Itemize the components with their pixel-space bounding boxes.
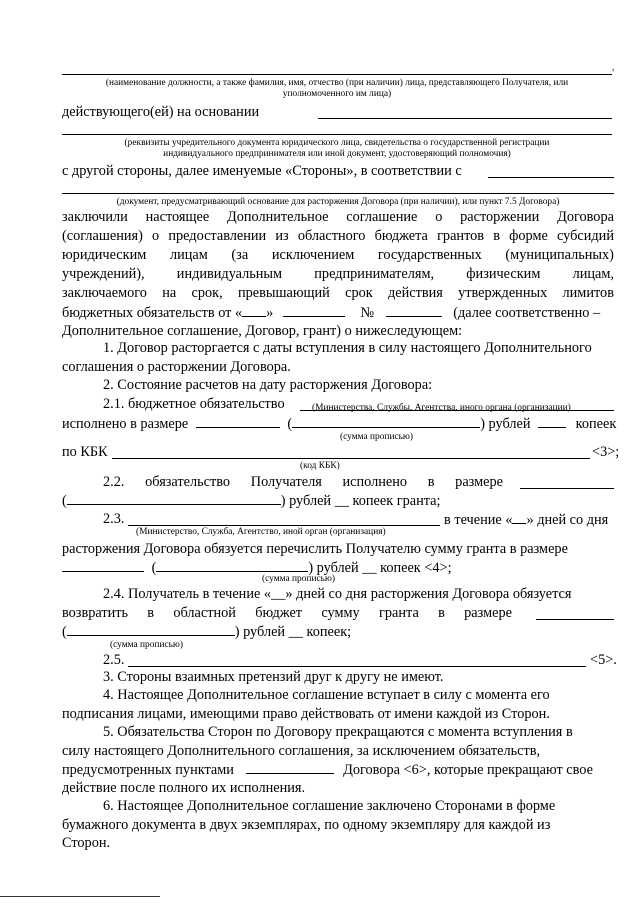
point-2-4-word: в: [147, 605, 155, 621]
preamble-line-3: [62, 247, 614, 264]
open-paren: (: [62, 493, 67, 509]
preamble-word: областного: [297, 228, 366, 244]
point-2-2-amount-line: [520, 488, 614, 489]
credentials-line: [62, 134, 612, 135]
return-words-blank: [67, 623, 235, 636]
preamble-word: срок,: [191, 285, 223, 301]
preamble-word: действия: [387, 285, 443, 301]
point-5-line-3: [62, 761, 593, 779]
point-2-2-line-1: [103, 474, 503, 491]
point-5-provided: предусмотренных пунктами: [62, 762, 234, 778]
other-side-text: с другой стороны, далее именуемые «Стороны», в соответствии с: [62, 163, 462, 179]
preamble-date-close: »: [266, 305, 274, 321]
point-2-4-line-3: [62, 623, 351, 641]
point-2-3-sum-note: (сумма прописью): [262, 574, 336, 584]
point-2-2-word: размере: [455, 474, 503, 490]
transfer-amount-blank: [62, 559, 144, 572]
preamble-word: лицам: [169, 247, 208, 263]
open-paren: (: [151, 560, 157, 576]
point-2-2-word: исполнено: [342, 474, 408, 490]
point-2-1-note: (Министерства, Службы, Агентства, иного органа (организации): [312, 403, 571, 413]
point-5-line-2: силу настоящего Дополнительного соглашения, за исключением обязательств,: [62, 743, 541, 759]
point-2-4-word: размере: [464, 605, 512, 621]
point-2-3-tail: [444, 511, 608, 529]
point-2-4-amount-line: [536, 619, 614, 620]
preamble-word: о: [152, 228, 160, 244]
credentials-note: [62, 138, 612, 160]
point-4-line-1: 4. Настоящее Дополнительное соглашение вступает в силу с момента его: [103, 687, 550, 703]
preamble-word: предоставлении: [168, 228, 267, 244]
preamble-word: Дополнительное: [226, 209, 329, 225]
point-4-line-2: подписания лицами, имеющими право действовать от имени каждой из Сторон.: [62, 706, 550, 722]
preamble-word: лимитов: [562, 285, 614, 301]
point-2-2-word: Получателя: [250, 474, 322, 490]
preamble-line-2: [62, 228, 614, 245]
transfer-words-blank: [156, 559, 308, 572]
preamble-word: о: [435, 209, 443, 225]
basis-doc-line-1: [488, 177, 614, 178]
preamble-word: соглашение: [346, 209, 418, 225]
kopeks-blank: [538, 415, 566, 428]
days-blank: [512, 511, 526, 524]
point-5-tail: Договора <6>, которые прекращают свое: [343, 762, 593, 778]
preamble-word: заключили: [62, 209, 128, 225]
kopeks-label: копеек: [575, 416, 617, 432]
preamble-word: (соглашения): [62, 228, 143, 244]
preamble-word: (муниципальных): [505, 247, 614, 263]
point-2-5-line: [128, 666, 586, 667]
preamble-word: утвержденных: [458, 285, 548, 301]
basis-doc-line-2: [62, 193, 614, 194]
point-2-3-rubles: ) рублей __ копеек <4>;: [308, 560, 452, 576]
preamble-word: расторжении: [460, 209, 540, 225]
month-blank: [283, 304, 345, 317]
point-2-4-word: в: [438, 605, 445, 621]
point-2-5-ref: <5>.: [590, 652, 617, 668]
preamble-word: превышающий: [237, 285, 330, 301]
point-2-3-line-3: [62, 559, 452, 577]
preamble-word: Договора: [557, 209, 614, 225]
preamble-word: заключаемого: [62, 285, 147, 301]
point-2-3-line-2: расторжения Договора обязуется перечислить Получателю сумму гранта в размере: [62, 541, 568, 557]
point-2-title: 2. Состояние расчетов на дату расторжения Договора:: [103, 377, 433, 393]
point-2-1-sum-note: (сумма прописью): [340, 432, 414, 442]
point-5-line-4: действие после полного их исполнения.: [62, 780, 306, 796]
preamble-word: настоящее: [145, 209, 210, 225]
preamble-word: из: [275, 228, 289, 244]
point-2-3-within: в течение «: [444, 512, 513, 528]
executed-label: исполнено в размере: [62, 416, 189, 432]
acting-basis-label: действующего(ей) на основании: [62, 104, 260, 120]
preamble-number-sign: №: [360, 305, 375, 321]
preamble-line-4: [62, 266, 614, 283]
point-6-line-1: 6. Настоящее Дополнительное соглашение заключено Сторонами в форме: [103, 798, 556, 814]
point-2-2-rubles: ) рублей __ копеек гранта;: [280, 493, 441, 509]
point-2-1-label: 2.1. бюджетное обязательство: [103, 396, 285, 412]
point-6-line-2: бумажного документа в двух экземплярах, по одному экземпляру для каждой из: [62, 817, 551, 833]
point-2-4-word: бюджет: [255, 605, 303, 621]
footnote-separator: [0, 896, 160, 897]
point-2-3-note: (Министерство, Служба, Агентство, иной орган (организация): [136, 527, 386, 537]
kbk-label: по КБК: [62, 444, 108, 460]
preamble-line-5: [62, 285, 614, 302]
preamble-word: исключением: [271, 247, 355, 263]
number-blank: [386, 304, 442, 317]
preamble-word: срок: [345, 285, 373, 301]
point-2-4-sum-note: (сумма прописью): [110, 640, 184, 650]
acting-basis-line: [318, 118, 612, 119]
preamble-respectively: (далее соответственно –: [453, 305, 601, 321]
grant-words-blank: [67, 492, 281, 505]
point-2-3-line: [128, 525, 440, 526]
basis-doc-note: (документ, предусматривающий основание для расторжения Договора (при наличии), или пункт 7.5 Договора): [116, 197, 560, 207]
point-2-4-word: гранта: [379, 605, 419, 621]
point-2-2-word: в: [427, 474, 435, 490]
point-2-1-executed-line: [62, 415, 616, 433]
point-2-4-line-1: 2.4. Получатель в течение «__» дней со дня расторжения Договора обязуется: [103, 586, 572, 602]
kbk-line: [112, 458, 590, 459]
preamble-line-6: [62, 304, 600, 322]
preamble-word: субсидий: [557, 228, 614, 244]
preamble-word: грантов: [437, 228, 485, 244]
preamble-line-1: [62, 209, 614, 226]
point-3: 3. Стороны взаимных претензий друг к другу не имеют.: [103, 669, 444, 685]
preamble-word: бюджета: [374, 228, 428, 244]
preamble-word: юридическим: [62, 247, 147, 263]
point-2-4-rubles: ) рублей __ копеек;: [234, 624, 352, 640]
preamble-word: государственных: [377, 247, 482, 263]
signatory-note: [62, 78, 612, 100]
point-2-2-word: обязательство: [145, 474, 231, 490]
point-1-line-1: 1. Договор расторгается с даты вступления в силу настоящего Дополнительного: [103, 340, 592, 356]
point-2-4-word: сумму: [321, 605, 360, 621]
preamble-word: физическим: [466, 266, 541, 282]
signatory-name-line: [62, 74, 612, 75]
preamble-word: в: [493, 228, 500, 244]
point-2-5-label: 2.5.: [103, 652, 125, 668]
signatory-note-line-1: (наименование должности, а также фамилия, имя, отчество (при наличии) лица, представляющего Получателя, или: [105, 78, 569, 88]
amount-blank: [196, 415, 280, 428]
preamble-word: (за: [231, 247, 249, 263]
credentials-note-line-2: индивидуального предпринимателя или иной документ, удостоверяющий полномочия): [163, 149, 511, 159]
kbk-note: (код КБК): [300, 461, 340, 471]
day-blank: [242, 304, 266, 317]
point-2-3-days: » дней со дня: [526, 512, 609, 528]
point-2-2-word: 2.2.: [103, 474, 125, 490]
open-paren: (: [62, 624, 67, 640]
signatory-note-line-2: уполномоченного им лица): [282, 89, 392, 99]
point-2-4-word: возвратить: [62, 605, 128, 621]
preamble-date-label: бюджетных обязательств от «: [62, 305, 243, 321]
preamble-word: предпринимателям,: [314, 266, 435, 282]
point-5-line-1: 5. Обязательства Сторон по Договору прекращаются с момента вступления в: [103, 724, 573, 740]
point-2-4-line-2: [62, 605, 512, 622]
point-2-2-line-2: [62, 492, 441, 510]
preamble-line-7: Дополнительное соглашение, Договор, грант) о нижеследующем:: [62, 323, 463, 339]
point-2-4-word: областной: [173, 605, 236, 621]
signatory-tick: ,: [612, 63, 615, 73]
preamble-word: форме: [509, 228, 548, 244]
preamble-word: индивидуальным: [176, 266, 283, 282]
amount-words-blank: [292, 415, 480, 428]
point-6-line-3: Сторон.: [62, 835, 111, 851]
point-2-3-label: 2.3.: [103, 511, 125, 527]
clauses-blank: [246, 761, 334, 774]
credentials-note-line-1: (реквизиты учредительного документа юридического лица, свидетельства о государственной регистрации: [124, 138, 550, 148]
preamble-word: учреждений),: [62, 266, 145, 282]
point-1-line-2: соглашения о расторжении Договора.: [62, 359, 291, 375]
kbk-ref: <3>;: [592, 444, 620, 460]
preamble-word: лицам,: [572, 266, 614, 282]
rubles-label: ) рублей: [480, 416, 531, 432]
preamble-word: на: [162, 285, 177, 301]
open-paren: (: [287, 416, 293, 432]
